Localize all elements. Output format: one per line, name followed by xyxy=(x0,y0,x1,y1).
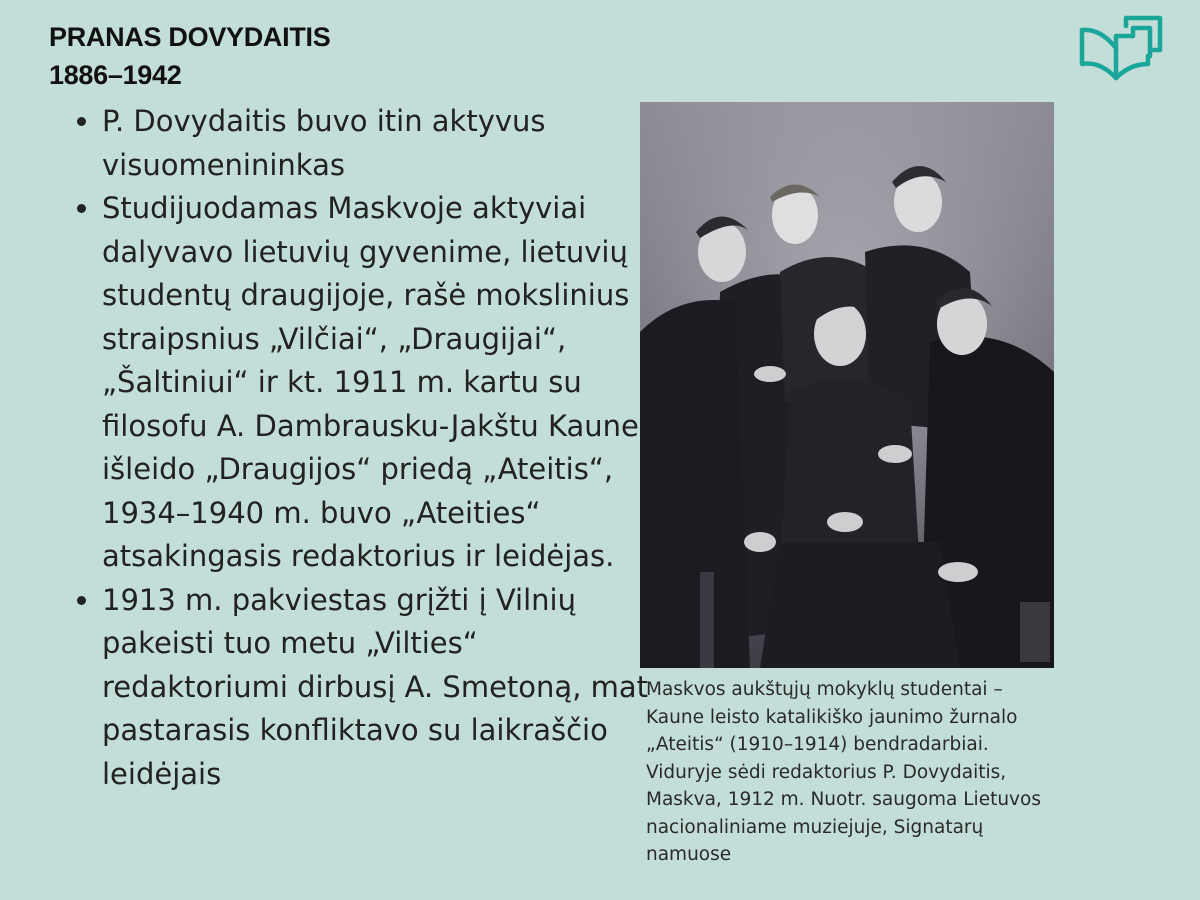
photo-caption: Maskvos aukštųjų mokyklų studentai – Kaune leisto katalikiško jaunimo žurnalo „Ateitis“ (1910–1914) bendradarbiai. Viduryje sėdi redaktorius P. Dovydaitis, Maskva, 1912 m. Nuotr. saugoma Lietuvos nacionaliniame muziejuje, Signatarų namuose xyxy=(646,679,1041,865)
bullet-item: • 1913 m. pakviestas grįžti į Vilnių pakeisti tuo metu „Vilties“ redaktoriumi dirbusį A. Smetoną, mat pastarasis konfliktavo su laikraščio leidėjais xyxy=(102,579,672,797)
bullet-item: • P. Dovydaitis buvo itin aktyvus visuomenininkas xyxy=(102,100,672,187)
title-years: 1886–1942 xyxy=(49,60,182,90)
open-book-logo-icon xyxy=(1078,14,1164,88)
bullet-list xyxy=(62,100,672,796)
historical-group-photo xyxy=(640,102,1054,668)
page-title xyxy=(49,18,330,94)
title-name: PRANAS DOVYDAITIS xyxy=(49,22,331,52)
bullet-item: • Studijuodamas Maskvoje aktyviai dalyvavo lietuvių gyvenime, lietuvių studentų draugijoje, rašė mokslinius straipsnius „Vilčiai“, „Draugijai“, „Šaltiniui“ ir kt. 1911 m. kartu su filosofu A. Dambrausku-Jakštu Kaune išleido „Draugijos“ priedą „Ateitis“, 1934–1940 m. buvo „Ateities“ atsakingasis redaktorius ir leidėjas. xyxy=(102,187,672,579)
